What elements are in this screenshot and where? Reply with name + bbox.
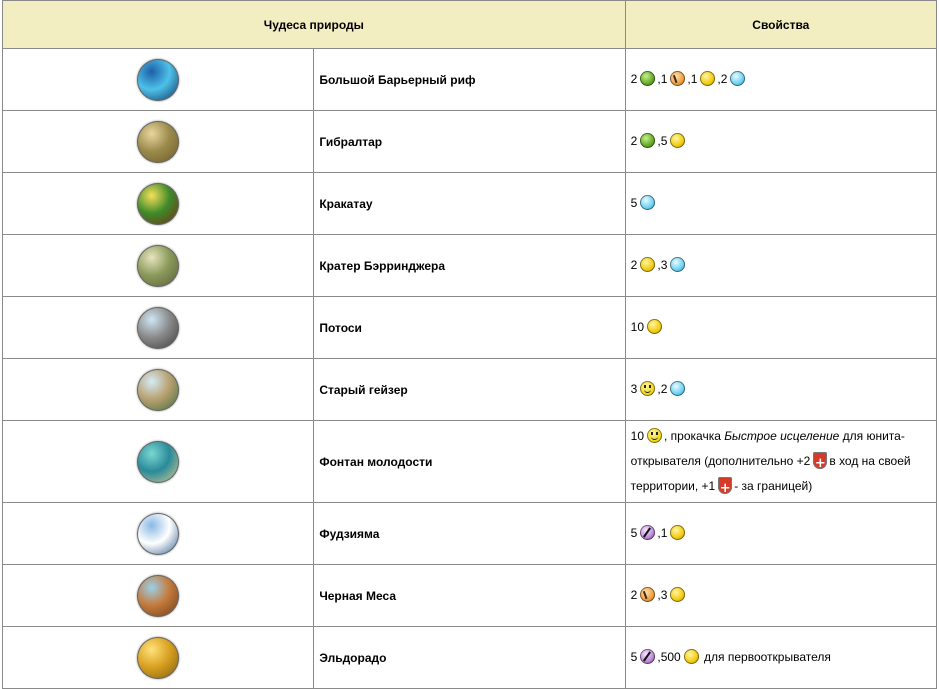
wonder-properties bbox=[625, 173, 936, 235]
science-icon bbox=[640, 195, 655, 210]
yield-value: 10 bbox=[630, 320, 645, 334]
wonder-properties bbox=[625, 49, 936, 111]
yield-value: 2 bbox=[630, 134, 638, 148]
fountain-of-youth-image bbox=[137, 441, 179, 483]
table-row bbox=[3, 235, 937, 297]
food-icon bbox=[640, 133, 655, 148]
wonder-image-cell bbox=[3, 49, 314, 111]
table-row bbox=[3, 111, 937, 173]
production-icon bbox=[670, 71, 685, 86]
yield-value: 2 bbox=[660, 382, 668, 396]
yield-value: 2 bbox=[630, 258, 638, 272]
science-icon bbox=[670, 381, 685, 396]
property-text: , bbox=[687, 72, 691, 86]
wonder-image-cell bbox=[3, 565, 314, 627]
gibraltar-image bbox=[137, 121, 179, 163]
yield-value: 1 bbox=[690, 72, 698, 86]
wonder-properties bbox=[625, 421, 936, 503]
mt-fuji-image bbox=[137, 513, 179, 555]
yield-value: 1 bbox=[660, 72, 668, 86]
yield-value: 2 bbox=[720, 72, 728, 86]
potosi-image bbox=[137, 307, 179, 349]
science-icon bbox=[670, 257, 685, 272]
wonder-image-cell bbox=[3, 111, 314, 173]
wonder-properties bbox=[625, 235, 936, 297]
wonder-properties bbox=[625, 359, 936, 421]
mesa-image bbox=[137, 575, 179, 617]
wonder-image-cell bbox=[3, 235, 314, 297]
wonder-name: Гибралтар bbox=[314, 111, 625, 173]
wonder-name: Кракатау bbox=[314, 173, 625, 235]
table-row bbox=[3, 359, 937, 421]
wonder-name: Черная Меса bbox=[314, 565, 625, 627]
wonder-name: Фудзияма bbox=[314, 503, 625, 565]
promotion-name: Быстрое исцеление bbox=[724, 429, 840, 443]
wonder-name: Потоси bbox=[314, 297, 625, 359]
property-text: для юнита-открывателя (дополнительно +2 bbox=[630, 429, 905, 468]
wonders-table bbox=[2, 0, 937, 689]
wonder-image-cell bbox=[3, 421, 314, 503]
property-text: , bbox=[717, 72, 721, 86]
property-text: , bbox=[657, 588, 661, 602]
barringer-crater-image bbox=[137, 245, 179, 287]
gold-icon bbox=[640, 257, 655, 272]
krakatoa-image bbox=[137, 183, 179, 225]
property-text: , bbox=[657, 72, 661, 86]
property-text: , bbox=[657, 650, 661, 664]
yield-value: 3 bbox=[630, 382, 638, 396]
yield-value: 2 bbox=[630, 588, 638, 602]
table-row bbox=[3, 49, 937, 111]
property-text: , bbox=[657, 382, 661, 396]
wonder-image-cell bbox=[3, 359, 314, 421]
great-barrier-reef-image bbox=[137, 59, 179, 101]
wonder-name: Кратер Бэрринджера bbox=[314, 235, 625, 297]
wonder-properties bbox=[625, 503, 936, 565]
yield-value: 5 bbox=[660, 134, 668, 148]
happiness-icon bbox=[640, 381, 655, 396]
property-text: , bbox=[657, 526, 661, 540]
table-row bbox=[3, 421, 937, 503]
gold-icon bbox=[670, 133, 685, 148]
property-text: в ход на своей территории, +1 bbox=[630, 454, 911, 493]
gold-icon bbox=[670, 587, 685, 602]
properties-column-header: Свойства bbox=[625, 1, 936, 49]
yield-value: 5 bbox=[630, 526, 638, 540]
table-row bbox=[3, 627, 937, 689]
wonder-properties bbox=[625, 111, 936, 173]
wonder-image-cell bbox=[3, 173, 314, 235]
healing-shield-icon bbox=[718, 477, 732, 494]
yield-value: 3 bbox=[660, 588, 668, 602]
yield-value: 5 bbox=[630, 650, 638, 664]
healing-shield-icon bbox=[813, 452, 827, 469]
wonder-image-cell bbox=[3, 297, 314, 359]
wonder-image-cell bbox=[3, 503, 314, 565]
wonder-name: Эльдорадо bbox=[314, 627, 625, 689]
wonder-name: Старый гейзер bbox=[314, 359, 625, 421]
wonder-properties bbox=[625, 565, 936, 627]
old-faithful-image bbox=[137, 369, 179, 411]
yield-value: 3 bbox=[660, 258, 668, 272]
yield-value: 1 bbox=[660, 526, 668, 540]
wonder-name: Фонтан молодости bbox=[314, 421, 625, 503]
yield-value: 500 bbox=[660, 650, 681, 664]
science-icon bbox=[730, 71, 745, 86]
production-icon bbox=[640, 587, 655, 602]
gold-icon bbox=[647, 319, 662, 334]
el-dorado-image bbox=[137, 637, 179, 679]
property-text: , bbox=[657, 134, 661, 148]
gold-icon bbox=[700, 71, 715, 86]
property-text: - за границей) bbox=[734, 479, 813, 493]
wonder-column-header: Чудеса природы bbox=[3, 1, 626, 49]
culture-icon bbox=[640, 649, 655, 664]
gold-icon bbox=[684, 649, 699, 664]
wonder-properties bbox=[625, 627, 936, 689]
table-row bbox=[3, 503, 937, 565]
wonder-image-cell bbox=[3, 627, 314, 689]
property-text: для первооткрывателя bbox=[700, 650, 831, 664]
property-text: , прокачка bbox=[664, 429, 725, 443]
yield-value: 10 bbox=[630, 429, 645, 443]
yield-value: 5 bbox=[630, 196, 638, 210]
wonder-properties bbox=[625, 297, 936, 359]
culture-icon bbox=[640, 525, 655, 540]
happiness-icon bbox=[647, 428, 662, 443]
property-text: , bbox=[657, 258, 661, 272]
table-row bbox=[3, 173, 937, 235]
wonder-name: Большой Барьерный риф bbox=[314, 49, 625, 111]
yield-value: 2 bbox=[630, 72, 638, 86]
table-row bbox=[3, 565, 937, 627]
table-row bbox=[3, 297, 937, 359]
header-row bbox=[3, 1, 937, 49]
gold-icon bbox=[670, 525, 685, 540]
food-icon bbox=[640, 71, 655, 86]
